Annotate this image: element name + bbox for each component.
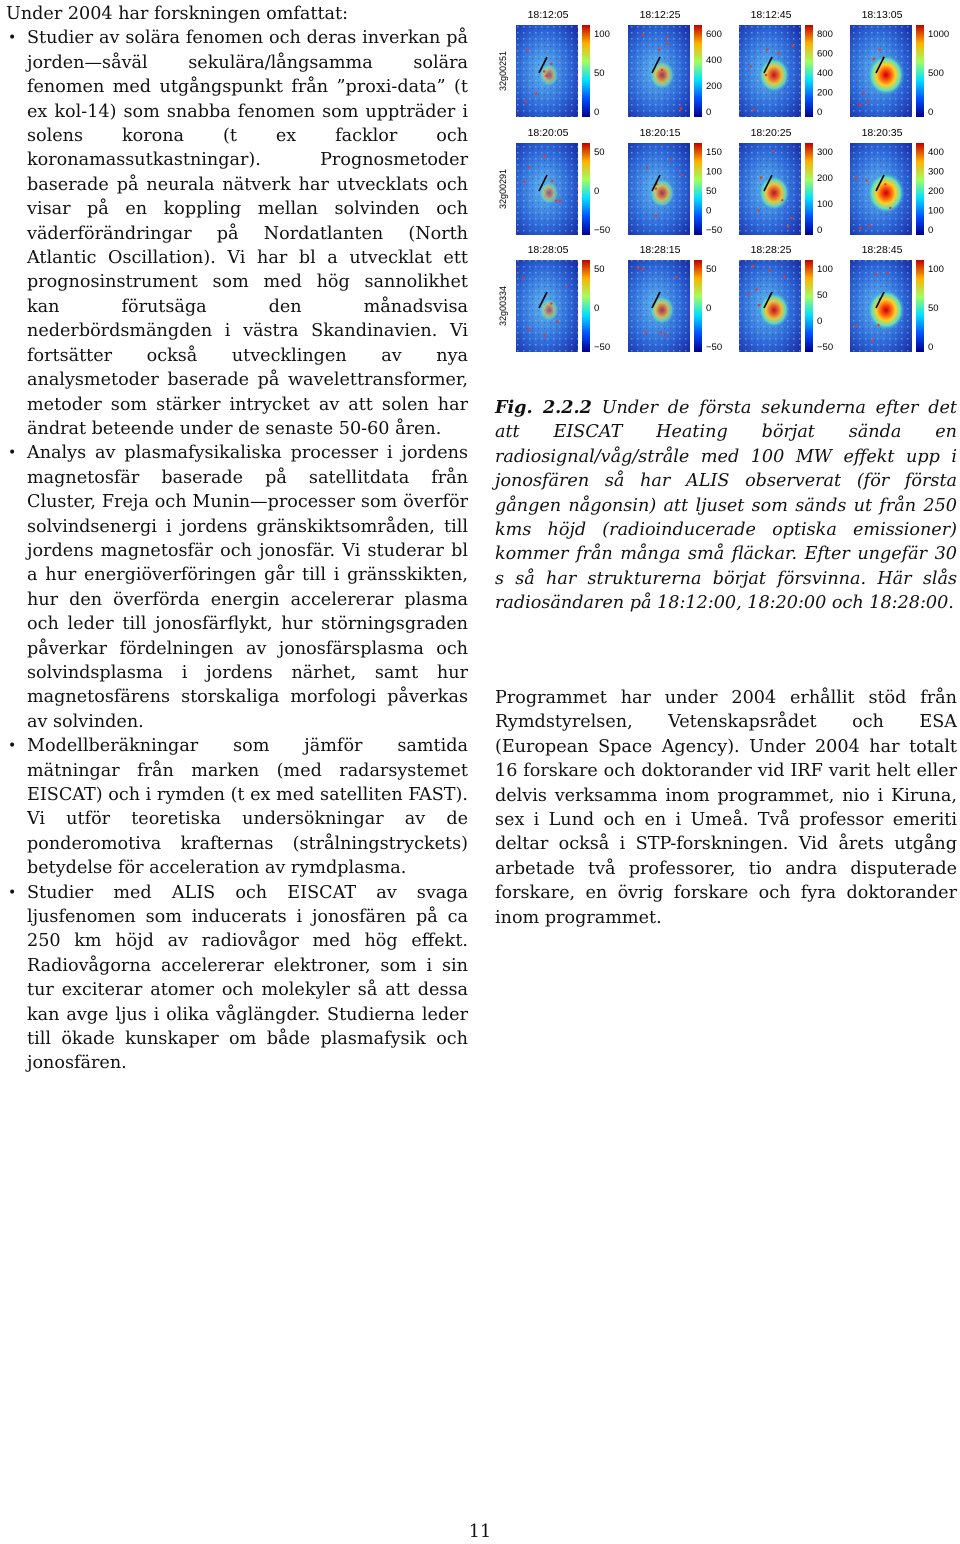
speckle — [781, 199, 783, 201]
panel-time: 18:28:25 — [750, 244, 792, 256]
speckle — [522, 277, 524, 279]
speckle — [760, 176, 762, 178]
colorbar-tick: 150 — [706, 147, 722, 158]
speckle — [655, 187, 657, 189]
colorbar-tick: 50 — [706, 264, 717, 275]
speckle — [790, 217, 792, 219]
row-label: 32g00291 — [498, 168, 508, 210]
image-panel — [628, 244, 722, 353]
colorbar — [805, 260, 813, 352]
funding-paragraph: Programmet har under 2004 erhållit stöd från Rymdstyrelsen, Vetenskapsrådet och ESA (European Space Agency). Under 2004 har totalt 16 forskare och doktorander vid IRF varit helt eller delvis verksamma inom programmet, nio i Kiruna, sex i Lund och en i Umeå. Två professor emeriti deltar också i STP-forskningen. Vid årets utgång arbetade två professorer, tio andra disputerade forskare, en övrig forskare och fyra doktorander inom programmet. — [495, 688, 957, 928]
speckle — [675, 276, 677, 278]
caption-label: Fig. 2.2.2 — [495, 397, 592, 418]
colorbar-tick: 50 — [594, 264, 605, 275]
colorbar-tick: −50 — [594, 342, 611, 353]
panel-time: 18:28:15 — [639, 244, 681, 256]
panel-time: 18:20:15 — [639, 127, 681, 139]
emission-spot — [649, 178, 675, 208]
colorbar-tick: 0 — [594, 186, 600, 197]
speckle — [875, 274, 877, 276]
speckle — [787, 225, 789, 227]
speckle — [866, 179, 868, 181]
image-panel — [516, 9, 610, 118]
colorbar-tick: 200 — [817, 87, 833, 99]
emission-spot — [758, 57, 790, 93]
speckle — [877, 324, 879, 326]
colorbar-tick: 300 — [817, 147, 833, 158]
colorbar — [916, 143, 924, 235]
colorbar-tick: 800 — [817, 29, 833, 40]
emission-spot — [758, 175, 790, 211]
colorbar — [694, 143, 702, 235]
image-panel — [739, 127, 833, 236]
emission-spot — [758, 292, 790, 328]
panel-time: 18:20:25 — [750, 127, 792, 139]
colorbar-tick: 0 — [594, 107, 600, 118]
speckle — [566, 286, 568, 288]
speckle — [769, 269, 771, 271]
speckle — [772, 150, 774, 152]
colorbar-tick: 500 — [928, 68, 944, 79]
speckle — [765, 74, 767, 76]
colorbar — [916, 260, 924, 352]
speckle — [655, 215, 657, 217]
colorbar — [582, 260, 590, 352]
colorbar — [582, 25, 590, 117]
colorbar-tick: 0 — [817, 107, 823, 118]
speckle — [889, 207, 891, 209]
speckle — [550, 302, 552, 304]
speckle — [758, 304, 760, 306]
colorbar — [805, 25, 813, 117]
speckle — [792, 45, 794, 47]
colorbar-tick: 0 — [817, 316, 823, 327]
image-panel — [516, 244, 610, 353]
speckle — [666, 42, 668, 44]
image-panel — [739, 244, 833, 353]
panel-time: 18:28:05 — [527, 244, 569, 256]
speckle — [859, 104, 861, 106]
colorbar-tick: 50 — [928, 303, 939, 314]
speckle — [757, 209, 759, 211]
colorbar-tick: 400 — [817, 68, 833, 79]
speckle — [551, 180, 553, 182]
speckle — [867, 101, 869, 103]
colorbar-tick: 0 — [594, 303, 600, 314]
colorbar-tick: 400 — [706, 55, 722, 66]
speckle — [752, 109, 754, 111]
speckle — [637, 266, 639, 268]
speckle — [642, 34, 644, 36]
colorbar — [916, 25, 924, 117]
panel-time: 18:12:05 — [527, 9, 569, 21]
speckle — [872, 58, 874, 60]
colorbar-tick: 100 — [928, 205, 944, 217]
colorbar — [694, 25, 702, 117]
colorbar-tick: −50 — [706, 342, 723, 353]
colorbar-tick: 200 — [706, 81, 722, 92]
speckle — [747, 293, 749, 295]
colorbar-tick: 100 — [817, 264, 833, 275]
speckle — [535, 92, 537, 94]
speckle — [868, 224, 870, 226]
colorbar-tick: 600 — [817, 48, 833, 60]
colorbar-tick: 50 — [594, 147, 605, 158]
speckle — [666, 334, 668, 336]
colorbar-tick: 0 — [928, 225, 934, 236]
speckle — [550, 63, 552, 65]
emission-spot — [867, 289, 905, 331]
colorbar-tick: 200 — [817, 173, 833, 184]
caption-text: Under de första sekunderna efter det att EISCAT Heating börjat sända en radiosignal/våg/stråle med 100 MW effekt upp i jonosfären så har ALIS observerat (för första gången någonsin) att ljuset som sänds ut från 250 kms höjd (radioinducerade optiska emissioner) kommer från många små fläckar. Efter ungefär 30 s så har strukturerna börjat försvinna. Här slås radiosändaren på 18:12:00, 18:20:00 och 18:28:00. — [495, 398, 958, 614]
colorbar-tick: 100 — [594, 29, 610, 40]
speckle — [527, 49, 529, 51]
left-column — [6, 2, 468, 1076]
colorbar-tick: 50 — [706, 186, 717, 197]
emission-spot — [867, 54, 905, 96]
colorbar-tick: −50 — [817, 342, 834, 353]
speckle — [670, 158, 672, 160]
image-panel — [516, 127, 610, 236]
panel-time: 18:28:45 — [861, 244, 903, 256]
colorbar-tick: 100 — [817, 199, 833, 210]
bullet-item-3: • Modellberäkningar som jämför samtida mätningar från marken (med radarsystemet EISCAT) och i rymden (t ex med satelliten FAST). Vi utför teoretiska undersökningar av de ponderomotiva krafternas (strålningstryckets) betydelse för acceleration av rymdplasma. — [6, 734, 468, 880]
colorbar-tick: 100 — [706, 166, 722, 178]
intro-text: Under 2004 har forskningen omfattat: — [6, 4, 349, 24]
colorbar-tick: 50 — [594, 68, 605, 79]
speckle — [755, 288, 757, 290]
speckle — [855, 177, 857, 179]
colorbar-tick: 0 — [706, 107, 712, 118]
speckle — [872, 339, 874, 341]
speckle — [750, 65, 752, 67]
page-number: 11 — [468, 1522, 492, 1542]
colorbar-tick: 50 — [817, 290, 828, 301]
speckle — [680, 107, 682, 109]
speckle — [525, 100, 527, 102]
speckle — [859, 227, 861, 229]
speckle — [658, 49, 660, 51]
colorbar — [694, 260, 702, 352]
speckle — [777, 52, 779, 54]
colorbar-tick: 600 — [706, 29, 722, 40]
figure-caption — [495, 396, 957, 616]
speckle — [641, 268, 643, 270]
colorbar-tick: 400 — [928, 147, 944, 158]
speckle — [559, 200, 561, 202]
emission-spot — [649, 60, 675, 90]
speckle — [543, 70, 545, 72]
colorbar-tick: 1000 — [928, 29, 950, 40]
colorbar-tick: 300 — [928, 166, 944, 178]
speckle — [660, 331, 662, 333]
speckle — [543, 155, 545, 157]
speckle — [544, 335, 546, 337]
alis-image-figure — [492, 0, 960, 375]
image-panel — [739, 9, 833, 118]
speckle — [555, 200, 557, 202]
speckle — [523, 181, 525, 183]
speckle — [878, 49, 880, 51]
speckle — [556, 321, 558, 323]
speckle — [661, 69, 663, 71]
speckle — [527, 328, 529, 330]
speckle — [862, 92, 864, 94]
colorbar — [805, 143, 813, 235]
speckle — [766, 48, 768, 50]
colorbar-tick: 0 — [817, 225, 823, 236]
speckle — [545, 75, 547, 77]
image-panel — [628, 127, 722, 236]
colorbar-tick: 0 — [706, 205, 712, 217]
colorbar-tick: −50 — [594, 225, 611, 236]
panel-time: 18:20:05 — [527, 127, 569, 139]
speckle — [528, 166, 530, 168]
speckle — [646, 167, 648, 169]
colorbar-tick: 0 — [706, 303, 712, 314]
colorbar-tick: 0 — [928, 342, 934, 353]
image-panel — [850, 127, 944, 236]
panel-time: 18:20:35 — [861, 127, 903, 139]
panel-time: 18:12:25 — [639, 9, 681, 21]
speckle — [855, 325, 857, 327]
panel-time: 18:12:45 — [750, 9, 792, 21]
colorbar-tick: −50 — [706, 225, 723, 236]
colorbar-tick: 200 — [928, 186, 944, 197]
speckle — [666, 36, 668, 38]
emission-spot — [649, 295, 675, 325]
colorbar-tick: 0 — [928, 107, 934, 118]
speckle — [681, 174, 683, 176]
speckle — [884, 183, 886, 185]
colorbar — [582, 143, 590, 235]
image-panel — [628, 9, 722, 118]
speckle — [644, 331, 646, 333]
speckle — [783, 276, 785, 278]
image-panel — [850, 244, 944, 353]
speckle — [752, 265, 754, 267]
bullet-item-4: • Studier med ALIS och EISCAT av svaga ljusfenomen som inducerats i jonosfären på ca 250 km höjd av radiovågor med hög effekt. Radiovågorna accelererar elektroner, som i sin tur exciterar atomer och molekyler så att dessa kan avge ljus i olika våglängder. Studierna leder till ökade kunskaper om både plasmafysik och jonosfären. — [6, 881, 468, 1076]
emission-spot — [867, 172, 905, 214]
image-panel — [850, 9, 949, 118]
row-label: 32g00251 — [498, 50, 508, 92]
bullet-item-2: • Analys av plasmafysikaliska processer i jordens magnetosfär baserade på satellitdata från Cluster, Freja och Munin—processer som överför solvindsenergi i jordens gränskiktsområden, till jordens magnetosfär och jonosfär. Vi studerar bl a hur energiöverföringen går till i gränsskikten, hur den överförda energin accelererar plasma och leder till jonosfärflykt, hur störningsgraden påverkar fördelningen av jonosfärsplasma och solvindsplasma i jordens närhet, samt hur magnetosfärens storskaliga morfologi påverkas av solvinden. — [6, 441, 468, 734]
panel-time: 18:13:05 — [861, 9, 903, 21]
row-label: 32g00334 — [498, 285, 508, 327]
bullet-item-1: • Studier av solära fenomen och deras inverkan på jorden—såväl sekulära/långsamma solära fenomen med utgångspunkt från ”proxi-data” (t ex kol-14) som snabba fenomen som uppträder i solens korona (t ex facklor och koronamassutkastningar). Prognosmetoder baserade på neurala nätverk har utvecklats och visar på en koppling mellan solvinden och väderförändringar på Nordatlanten (North Atlantic Oscillation). Vi har bl a utvecklat ett prognosinstrument som med hög sannolikhet kan förutsäga den månadsvisa nederbördsmängden i västra Skandinavien. Vi fortsätter också utvecklingen av nya analysmetoder baserade på wavelettransformer, metoder som stärker intrycket av att solen har ändrat beteende under de senaste 50-60 åren. — [6, 26, 468, 441]
colorbar-tick: 100 — [928, 264, 944, 275]
speckle — [886, 272, 888, 274]
